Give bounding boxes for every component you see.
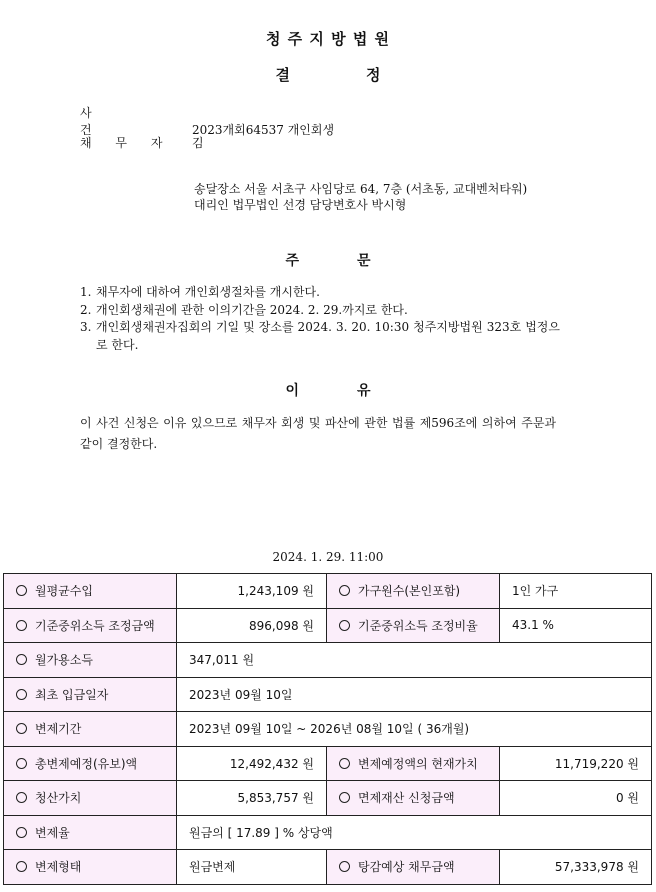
label-text: 변제율 xyxy=(35,825,70,840)
table-value-cell: 0 원 xyxy=(500,781,652,816)
circle-bullet-icon xyxy=(16,861,27,872)
order-item-number: 2. xyxy=(80,302,92,317)
table-label-cell xyxy=(327,781,500,816)
order-item-number: 3. xyxy=(80,320,92,334)
circle-bullet-icon xyxy=(16,827,27,838)
document-title xyxy=(0,64,656,85)
table-value-cell: 2023년 09월 10일 ~ 2026년 08월 10일 ( 36개월) xyxy=(177,712,652,747)
table-value-cell: 원금변제 xyxy=(177,850,327,885)
debtor-name: 김 xyxy=(192,136,204,150)
circle-bullet-icon xyxy=(16,723,27,734)
table-row xyxy=(4,608,652,643)
table-value-cell: 1인 가구 xyxy=(500,574,652,609)
circle-bullet-icon xyxy=(339,758,350,769)
table-row xyxy=(4,781,652,816)
label-text: 월평균수입 xyxy=(35,584,93,599)
table-label-cell xyxy=(4,574,177,609)
table-label-cell xyxy=(4,677,177,712)
order-list xyxy=(80,284,560,354)
order-item xyxy=(80,284,560,302)
table-label-cell xyxy=(4,815,177,850)
order-heading xyxy=(0,250,656,270)
table-row xyxy=(4,746,652,781)
label-text: 변제형태 xyxy=(35,860,82,875)
court-name: 청 주 지 방 법 원 xyxy=(265,30,391,48)
table-row xyxy=(4,712,652,747)
order-item-number: 1. xyxy=(80,285,92,299)
circle-bullet-icon xyxy=(16,654,27,665)
table-value-cell: 57,333,978 원 xyxy=(500,850,652,885)
table-label-cell xyxy=(327,850,500,885)
reason-text: 이 사건 신청은 이유 있으므로 채무자 회생 및 파산에 관한 법률 제596조에 의하여 주문과 같이 결정한다. xyxy=(80,416,556,451)
circle-bullet-icon xyxy=(16,792,27,803)
document-title-char: 정 xyxy=(366,66,381,84)
service-address: 송달장소 서울 서초구 사임당로 64, 7층 (서초동, 교대벤처타워) xyxy=(194,182,528,196)
table-label-cell xyxy=(327,608,500,643)
repayment-summary-table xyxy=(3,573,652,885)
table-row xyxy=(4,850,652,885)
table-label-cell xyxy=(4,850,177,885)
label-text: 탕감예상 채무금액 xyxy=(358,860,455,875)
circle-bullet-icon xyxy=(16,620,27,631)
reason-heading-char: 이 xyxy=(285,383,299,399)
order-item-text: 채무자에 대하여 개인회생절차를 개시한다. xyxy=(96,285,320,299)
label-text: 변제기간 xyxy=(35,722,82,737)
label-text: 기준중위소득 조정금액 xyxy=(35,618,155,633)
table-row xyxy=(4,677,652,712)
order-item-text: 개인회생채권에 관한 이의기간을 2024. 2. 29.까지로 한다. xyxy=(96,302,408,317)
label-text: 청산가치 xyxy=(35,791,82,806)
reason-heading-char: 유 xyxy=(357,383,371,399)
table-label-cell xyxy=(4,712,177,747)
order-item xyxy=(80,302,560,320)
table-label-cell xyxy=(4,608,177,643)
table-value-cell: 43.1 % xyxy=(500,608,652,643)
debtor-label: 채 무 자 xyxy=(80,136,173,150)
label-text: 월가용소득 xyxy=(35,653,93,668)
table-value-cell: 1,243,109 원 xyxy=(177,574,327,609)
table-label-cell xyxy=(327,574,500,609)
case-label: 사 건 xyxy=(80,106,130,137)
table-value-cell: 5,853,757 원 xyxy=(177,781,327,816)
table-value-cell: 896,098 원 xyxy=(177,608,327,643)
circle-bullet-icon xyxy=(339,792,350,803)
label-text: 면제재산 신청금액 xyxy=(358,791,455,806)
debtor-row xyxy=(80,134,204,151)
table-value-cell: 347,011 원 xyxy=(177,643,652,678)
circle-bullet-icon xyxy=(339,585,350,596)
order-heading-char: 문 xyxy=(357,253,371,269)
table-value-cell: 11,719,220 원 xyxy=(500,746,652,781)
label-text: 가구원수(본인포함) xyxy=(358,584,461,599)
label-text: 최초 입금일자 xyxy=(35,687,109,702)
decision-date: 2024. 1. 29. 11:00 xyxy=(272,550,384,564)
label-text: 총변제예정(유보)액 xyxy=(35,756,138,771)
order-item-text: 개인회생채권자집회의 기일 및 장소를 2024. 3. 20. 10:30 청주지방법원 323호 법정으로 한다. xyxy=(96,320,560,352)
table-row xyxy=(4,574,652,609)
circle-bullet-icon xyxy=(339,861,350,872)
table-label-cell xyxy=(327,746,500,781)
table-row xyxy=(4,815,652,850)
circle-bullet-icon xyxy=(339,620,350,631)
document-title-char: 결 xyxy=(275,66,290,84)
reason-heading xyxy=(0,380,656,400)
order-item xyxy=(80,319,560,354)
table-value-cell: 2023년 09월 10일 xyxy=(177,677,652,712)
case-row xyxy=(80,104,334,138)
table-value-cell: 원금의 [ 17.89 ] % 상당액 xyxy=(177,815,652,850)
legal-agent: 대리인 법무법인 선경 담당변호사 박시형 xyxy=(194,198,407,212)
table-label-cell xyxy=(4,781,177,816)
circle-bullet-icon xyxy=(16,689,27,700)
table-row xyxy=(4,643,652,678)
label-text: 기준중위소득 조정비율 xyxy=(358,618,478,633)
table-value-cell: 12,492,432 원 xyxy=(177,746,327,781)
circle-bullet-icon xyxy=(16,758,27,769)
circle-bullet-icon xyxy=(16,585,27,596)
table-label-cell xyxy=(4,746,177,781)
order-heading-char: 주 xyxy=(285,253,299,269)
case-number: 2023개회64537 개인회생 xyxy=(192,123,335,137)
label-text: 변제예정액의 현재가치 xyxy=(358,756,478,771)
table-label-cell xyxy=(4,643,177,678)
